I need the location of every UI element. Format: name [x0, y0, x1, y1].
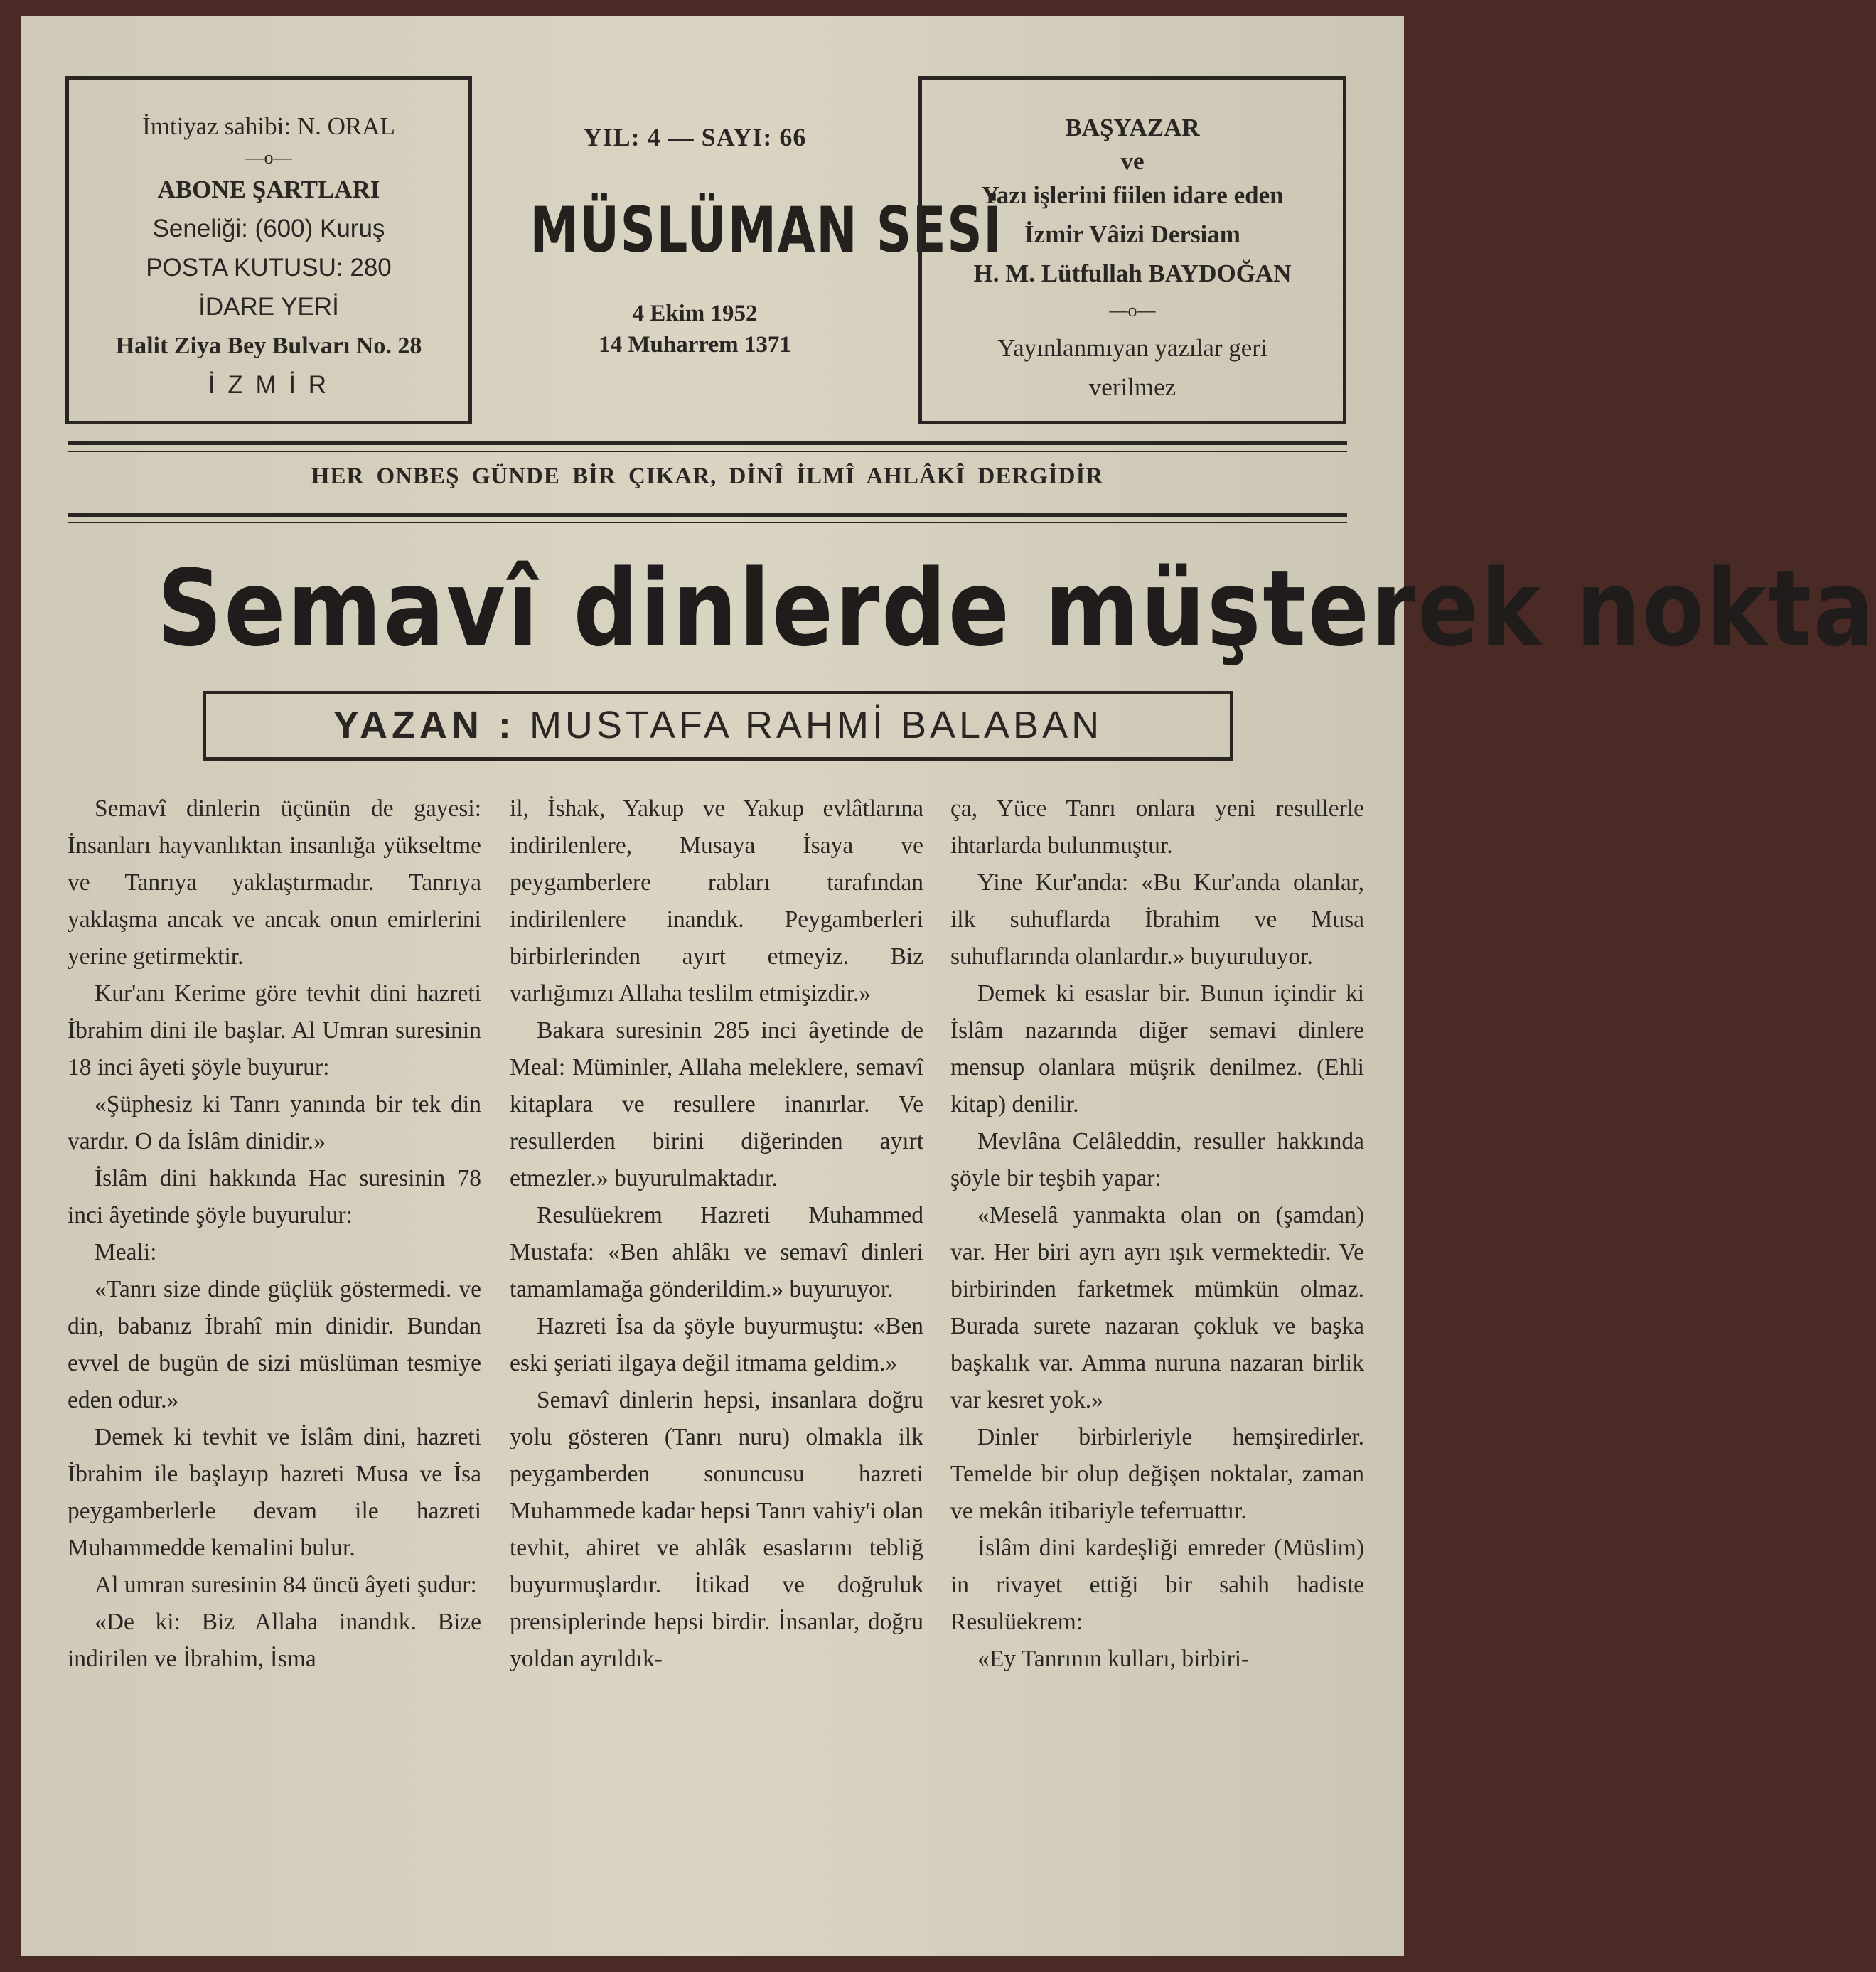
paragraph: Al umran suresinin 84 üncü âyeti şudur:	[95, 1572, 477, 1598]
paragraph: Meali:	[95, 1239, 157, 1265]
issue-number: YIL: 4 — SAYI: 66	[583, 123, 807, 151]
byline	[203, 691, 1233, 761]
newspaper-title: MÜSLÜMAN SESİ	[530, 193, 1003, 267]
article-column-1	[68, 791, 481, 1678]
annual-price: Seneliği: (600) Kuruş	[152, 215, 385, 242]
paragraph: Yine Kur'anda: «Bu Kur'anda olanlar, ilk suhuflarda İbrahim ve Musa suhuflarında olanlardır.» buyuruluyor.	[950, 869, 1364, 970]
rule-top-thin	[68, 451, 1347, 452]
city: İ Z M İ R	[208, 371, 330, 399]
paragraph: il, İshak, Yakup ve Yakup evlâtlarına indirilenlere, Musaya İsaya ve peygamberlere rabları tarafından indirilenlere inandık. Peygamberleri birbirlerinden ayırt etmeyiz. Biz varlığımızı Allaha teslilm etmişizdir.»	[510, 795, 923, 1007]
byline-author: MUSTAFA RAHMİ BALABAN	[529, 704, 1103, 746]
separator: —o—	[245, 147, 292, 168]
article-column-3	[950, 791, 1364, 1678]
issue-date	[483, 298, 906, 360]
editor-title: BAŞYAZAR	[1065, 114, 1200, 141]
tagline: HER ONBEŞ GÜNDE BİR ÇIKAR, DİNÎ İLMÎ AHLÂKÎ DERGİDİR	[311, 463, 1104, 489]
paragraph: «Ey Tanrının kulları, birbiri-	[977, 1646, 1250, 1672]
paragraph: «Şüphesiz ki Tanrı yanında bir tek din vardır. O da İslâm dinidir.»	[68, 1091, 481, 1154]
article-column-2	[510, 791, 923, 1678]
editor-position: İzmir Vâizi Dersiam	[1024, 220, 1240, 248]
paragraph: İslâm dini kardeşliği emreder (Müslim) in rivayet ettiği bir sahih hadiste Resulüekrem:	[950, 1535, 1364, 1635]
rule-top	[68, 441, 1347, 445]
date-hijri: 14 Muharrem 1371	[599, 332, 791, 358]
editor-info-box	[918, 76, 1346, 424]
paragraph: Hazreti İsa da şöyle buyurmuştu: «Ben eski şeriati ilgaya değil itmama geldim.»	[510, 1313, 923, 1376]
admin-title: İDARE YERİ	[198, 293, 339, 321]
paragraph: Dinler birbirleriyle hemşiredirler. Temelde bir olup değişen noktalar, zaman ve mekân itibariyle teferruattır.	[950, 1424, 1364, 1524]
notice-line-1: Yayınlanmıyan yazılar geri	[997, 334, 1267, 362]
editor-role: Yazı işlerini fiilen idare eden	[981, 181, 1284, 209]
date-gregorian: 4 Ekim 1952	[632, 301, 758, 326]
paragraph: «De ki: Biz Allaha inandık. Bize indirilen ve İbrahim, İsma	[68, 1609, 481, 1672]
separator: —o—	[1109, 300, 1156, 321]
paragraph: Semavî dinlerin hepsi, insanlara doğru yolu gösteren (Tanrı nuru) olmakla ilk peygamberden sonuncusu hazreti Muhammede kadar hepsi Tanrı vahiy'i olan tevhit, ahiret ve ahlâk esaslarını tebliğ buyurmuşlardır. İtikad ve doğruluk prensiplerinde hepsi birdir. İnsanlar, doğru yoldan ayrıldık-	[510, 1387, 923, 1672]
po-box: POSTA KUTUSU: 280	[146, 254, 392, 282]
editor-conj: ve	[1120, 147, 1145, 175]
paragraph: İslâm dini hakkında Hac suresinin 78 inci âyetinde şöyle buyurulur:	[68, 1165, 481, 1228]
paragraph: Demek ki tevhit ve İslâm dini, hazreti İbrahim ile başlayıp hazreti Musa ve İsa peygamberlerle devam ile hazreti Muhammedde kemalini bulur.	[68, 1424, 481, 1561]
rule-bottom-thin	[68, 522, 1347, 523]
newspaper-page	[21, 16, 1876, 1956]
masthead-block	[483, 122, 1003, 360]
paragraph: Kur'anı Kerime göre tevhit dini hazreti İbrahim dini ile başlar. Al Umran suresinin 18 inci âyeti şöyle buyurur:	[68, 980, 481, 1081]
paragraph: «Tanrı size dinde güçlük göstermedi. ve din, babanız İbrahî min dinidir. Bundan evvel de bugün de sizi müslüman tesmiye eden odur.»	[68, 1276, 481, 1413]
subscription-title: ABONE ŞARTLARI	[157, 176, 380, 203]
paragraph: Semavî dinlerin üçünün de gayesi: İnsanları hayvanlıktan insanlığa yükseltme ve Tanrıya yaklaştırmadır. Tanrıya yaklaşma ancak ve ancak onun emirlerini yerine getirmektir.	[68, 795, 481, 970]
paragraph: ça, Yüce Tanrı onlara yeni resullerle ihtarlarda bulunmuştur.	[950, 795, 1364, 859]
notice-line-2: verilmez	[1088, 373, 1176, 401]
paragraph: Resulüekrem Hazreti Muhammed Mustafa: «Ben ahlâkı ve semavî dinleri tamamlamağa gönderildim.» buyuruyor.	[510, 1202, 923, 1302]
address: Halit Ziya Bey Bulvarı No. 28	[115, 333, 422, 359]
article-headline: Semavî dinlerde müşterek nokta	[157, 547, 1876, 670]
paragraph: «Meselâ yanmakta olan on (şamdan) var. Her biri ayrı ayrı ışık vermektedir. Ve birbirinden farketmek mümkün olmaz. Burada surete nazaran çokluk ve başka başkalık var. Amma nuruna nazaran birlik var kesret yok.»	[950, 1202, 1364, 1413]
owner-line: İmtiyaz sahibi: N. ORAL	[142, 112, 395, 140]
byline-prefix: YAZAN :	[333, 704, 515, 746]
paragraph: Bakara suresinin 285 inci âyetinde de Meal: Müminler, Allaha meleklere, semavî kitaplara ve resullere inanırlar. Ve resullerden birini diğerinden ayırt etmezler.» buyurulmaktadır.	[510, 1017, 923, 1191]
paragraph: Mevlâna Celâleddin, resuller hakkında şöyle bir teşbih yapar:	[950, 1128, 1364, 1191]
editor-name: H. M. Lütfullah BAYDOĞAN	[973, 259, 1292, 287]
rule-bottom	[68, 513, 1347, 517]
paragraph: Demek ki esaslar bir. Bunun içindir ki İslâm nazarında diğer semavi dinlere mensup olanlara müşrik denilmez. (Ehli kitap) denilir.	[950, 980, 1364, 1118]
publisher-info-box	[65, 76, 472, 424]
